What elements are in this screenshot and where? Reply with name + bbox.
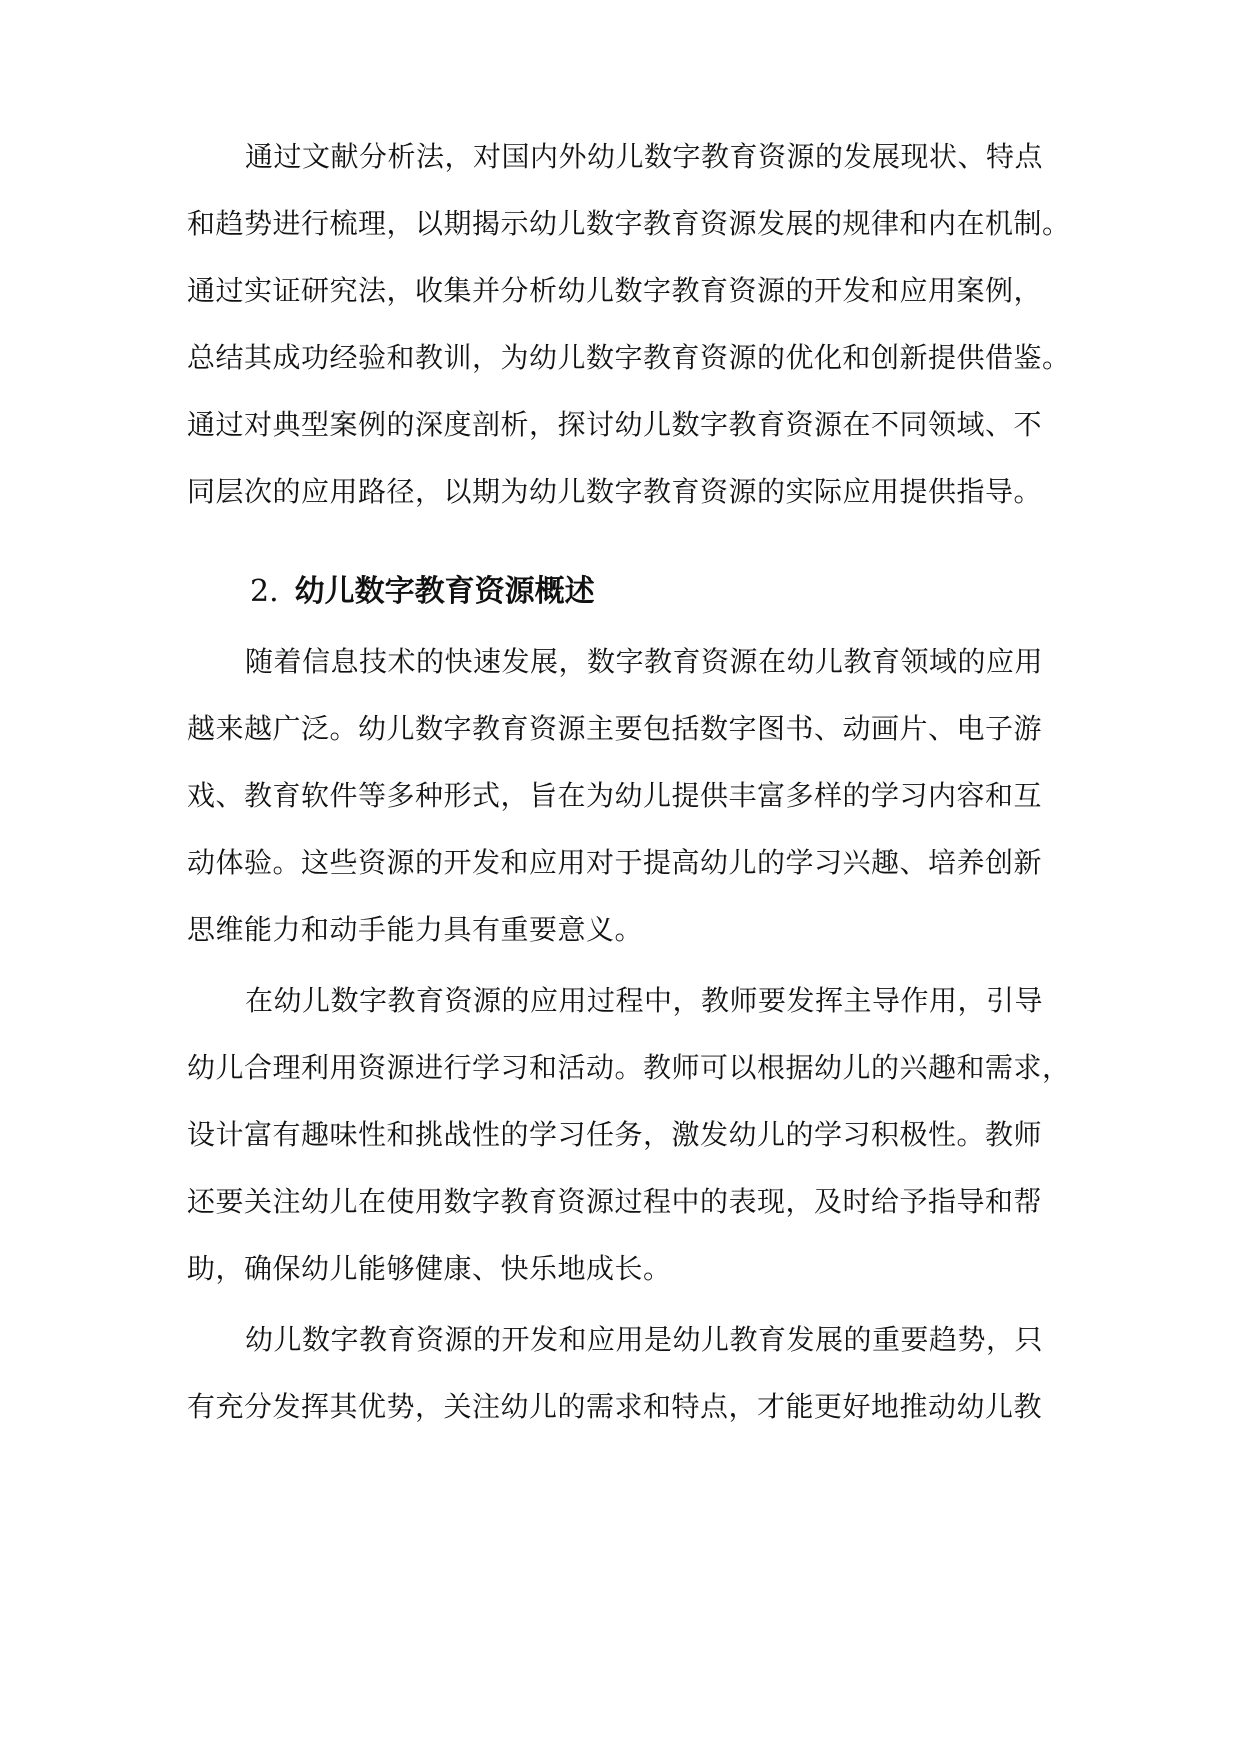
text-line: 动体验。这些资源的开发和应用对于提高幼儿的学习兴趣、培养创新 [187,846,1043,879]
text-line: 助，确保幼儿能够健康、快乐地成长。 [187,1252,672,1285]
text-line: 通过实证研究法，收集并分析幼儿数字教育资源的开发和应用案例， [187,274,1043,307]
text-line: 幼儿数字教育资源的开发和应用是幼儿教育发展的重要趋势，只 [245,1323,1044,1356]
text-line: 通过文献分析法，对国内外幼儿数字教育资源的发展现状、特点 [245,140,1044,173]
text-line: 随着信息技术的快速发展，数字教育资源在幼儿教育领域的应用 [245,645,1044,678]
text-line: 和趋势进行梳理，以期揭示幼儿数字教育资源发展的规律和内在机制。 [187,207,1071,240]
section-heading [250,571,1050,613]
text-line: 还要关注幼儿在使用数字教育资源过程中的表现，及时给予指导和帮 [187,1185,1043,1218]
text-line: 越来越广泛。幼儿数字教育资源主要包括数字图书、动画片、电子游 [187,712,1043,745]
text-line: 有充分发挥其优势，关注幼儿的需求和特点，才能更好地推动幼儿教 [187,1390,1043,1423]
text-line: 通过对典型案例的深度剖析，探讨幼儿数字教育资源在不同领域、不 [187,408,1043,441]
text-line: 设计富有趣味性和挑战性的学习任务，激发幼儿的学习积极性。教师 [187,1118,1043,1151]
text-line: 思维能力和动手能力具有重要意义。 [187,913,644,946]
text-line: 在幼儿数字教育资源的应用过程中，教师要发挥主导作用，引导 [245,984,1044,1017]
text-line: 戏、教育软件等多种形式，旨在为幼儿提供丰富多样的学习内容和互 [187,779,1043,812]
text-line: 总结其成功经验和教训，为幼儿数字教育资源的优化和创新提供借鉴。 [187,341,1071,374]
text-line: 同层次的应用路径，以期为幼儿数字教育资源的实际应用提供指导。 [187,475,1043,508]
section-title: 幼儿数字教育资源概述 [294,574,595,609]
text-line: 幼儿合理利用资源进行学习和活动。教师可以根据幼儿的兴趣和需求， [187,1051,1071,1084]
section-number: 2. [250,574,279,609]
